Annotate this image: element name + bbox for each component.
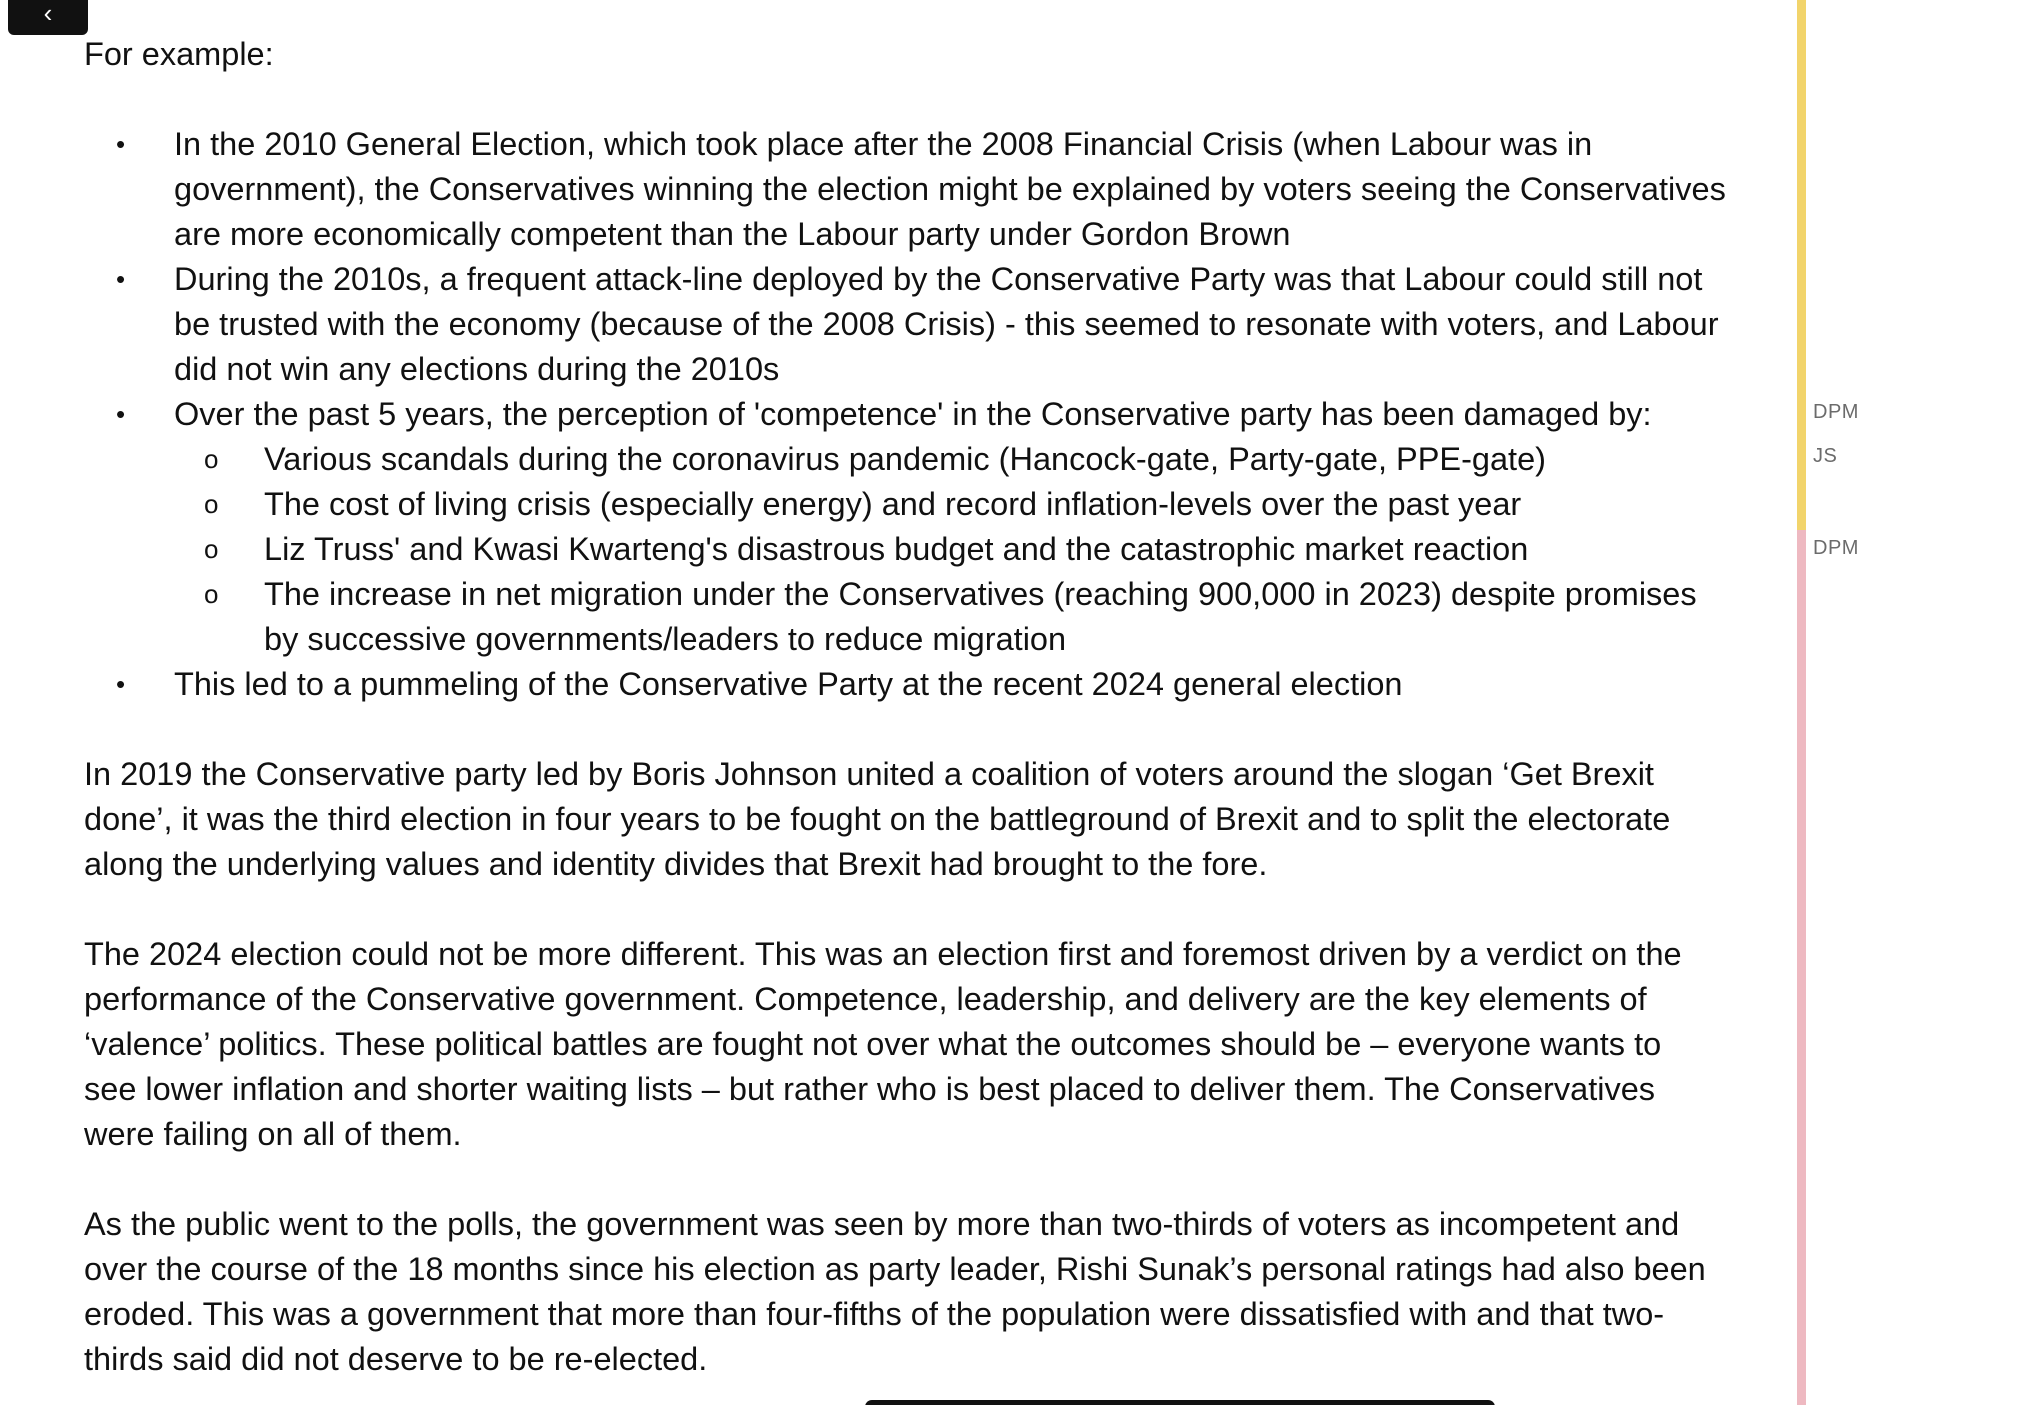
paragraph-line: done’, it was the third election in four years to be fought on the battleground of Brexit and to split the electorate — [84, 801, 1671, 837]
subbullet-line: The increase in net migration under the Conservatives (reaching 900,000 in 2023) despite promises — [264, 576, 1697, 612]
document-body — [84, 32, 1784, 1382]
bullet-line: government), the Conservatives winning the election might be explained by voters seeing the Conservatives — [174, 171, 1726, 207]
paragraph — [84, 1202, 1784, 1382]
paragraph-line: were failing on all of them. — [84, 1116, 462, 1152]
bullet-icon: • — [116, 264, 126, 294]
subbullet-icon: o — [204, 444, 219, 474]
bullet-line: be trusted with the economy (because of the 2008 Crisis) - this seemed to resonate with voters, and Labour — [174, 306, 1719, 342]
spacer — [84, 707, 1784, 752]
change-bar-yellow — [1797, 0, 1806, 530]
bullet-line: This led to a pummeling of the Conservative Party at the recent 2024 general election — [174, 666, 1403, 702]
bullet-line: are more economically competent than the Labour party under Gordon Brown — [174, 216, 1291, 252]
home-indicator[interactable] — [865, 1400, 1495, 1405]
bullet-item — [84, 122, 1784, 257]
bullet-line: did not win any elections during the 2010s — [174, 351, 780, 387]
paragraph-line: see lower inflation and shorter waiting lists – but rather who is best placed to deliver them. The Conservatives — [84, 1071, 1656, 1107]
paragraph-line: In 2019 the Conservative party led by Boris Johnson united a coalition of voters around the slogan ‘Get Brexit — [84, 756, 1654, 792]
subbullet-item — [84, 482, 1784, 527]
subbullet-item — [84, 437, 1784, 482]
margin-author-tag[interactable]: JS — [1813, 445, 1838, 467]
paragraph — [84, 932, 1784, 1157]
spacer — [84, 887, 1784, 932]
chevron-left-icon: ‹ — [43, 0, 53, 28]
bullet-icon: • — [116, 129, 126, 159]
subbullet-item — [84, 527, 1784, 572]
margin-author-tag[interactable]: DPM — [1813, 401, 1859, 423]
subbullet-line: Various scandals during the coronavirus pandemic (Hancock-gate, Party-gate, PPE-gate) — [264, 441, 1546, 477]
bullet-icon: • — [116, 669, 126, 699]
paragraph-line: As the public went to the polls, the government was seen by more than two-thirds of voters as incompetent and — [84, 1206, 1680, 1242]
bullet-item — [84, 257, 1784, 392]
paragraph-line: along the underlying values and identity divides that Brexit had brought to the fore. — [84, 846, 1268, 882]
bullet-item — [84, 392, 1784, 437]
bullet-line: Over the past 5 years, the perception of 'competence' in the Conservative party has been damaged by: — [174, 396, 1652, 432]
change-bar-pink — [1797, 530, 1806, 1405]
back-button[interactable] — [8, 0, 88, 35]
paragraph-line: over the course of the 18 months since his election as party leader, Rishi Sunak’s personal ratings had also been — [84, 1251, 1706, 1287]
subbullet-icon: o — [204, 489, 219, 519]
subbullet-line: Liz Truss' and Kwasi Kwarteng's disastrous budget and the catastrophic market reaction — [264, 531, 1529, 567]
bullet-item — [84, 662, 1784, 707]
paragraph-line: eroded. This was a government that more than four-fifths of the population were dissatisfied with and that two- — [84, 1296, 1665, 1332]
paragraph-line: performance of the Conservative government. Competence, leadership, and delivery are the key elements of — [84, 981, 1647, 1017]
spacer — [84, 77, 1784, 122]
subbullet-line: by successive governments/leaders to reduce migration — [264, 621, 1067, 657]
spacer — [84, 1157, 1784, 1202]
bullet-line: During the 2010s, a frequent attack-line deployed by the Conservative Party was that Labour could still not — [174, 261, 1703, 297]
paragraph — [84, 752, 1784, 887]
paragraph-line: ‘valence’ politics. These political battles are fought not over what the outcomes should be – everyone wants to — [84, 1026, 1662, 1062]
paragraph-line: thirds said did not deserve to be re-elected. — [84, 1341, 708, 1377]
bullet-icon: • — [116, 399, 126, 429]
subbullet-item — [84, 572, 1784, 662]
margin-author-tag[interactable]: DPM — [1813, 537, 1859, 559]
subbullet-line: The cost of living crisis (especially energy) and record inflation-levels over the past year — [264, 486, 1522, 522]
bullet-line: In the 2010 General Election, which took place after the 2008 Financial Crisis (when Labour was in — [174, 126, 1593, 162]
subbullet-icon: o — [204, 534, 219, 564]
intro-text: For example: — [84, 36, 274, 72]
subbullet-icon: o — [204, 579, 219, 609]
paragraph-line: The 2024 election could not be more different. This was an election first and foremost driven by a verdict on the — [84, 936, 1682, 972]
